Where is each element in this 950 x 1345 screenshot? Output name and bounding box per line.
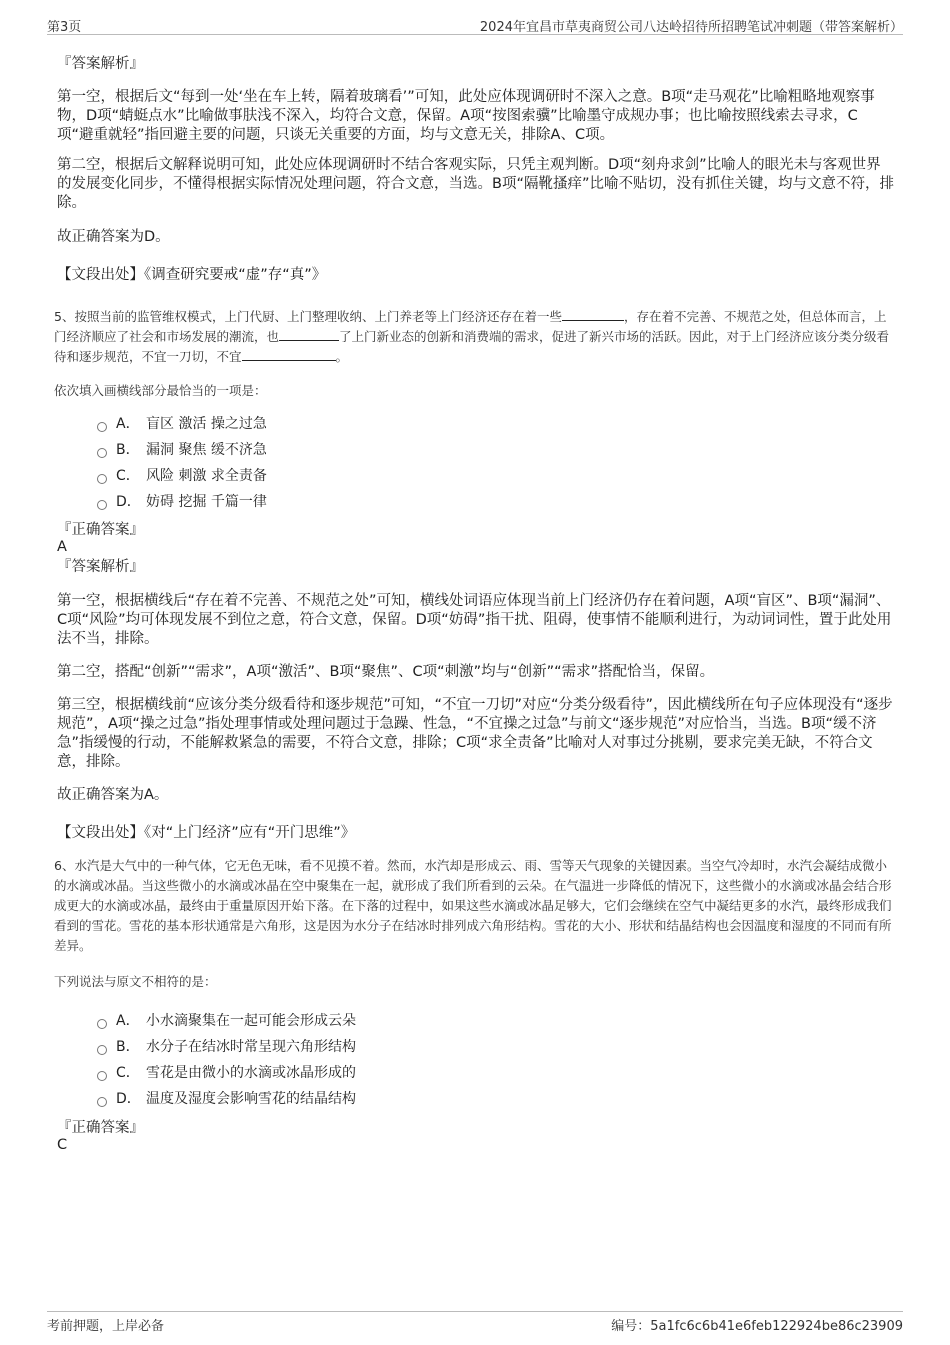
document-title: 2024年宜昌市草夷商贸公司八达岭招待所招聘笔试冲刺题（带答案解析） (479, 20, 903, 35)
fill-blank (242, 348, 336, 361)
correct-answer-label: 『正确答案』 (57, 522, 144, 538)
correct-answer: A (57, 539, 67, 555)
option-b[interactable]: B． 水分子在结冰时常呈现六角形结构 (97, 1034, 894, 1060)
question-6-stem: 6、水汽是大气中的一种气体，它无色无味，看不见摸不着。然而，水汽却是形成云、雨、雪等天气现象的关键因素。当空气冷却时，水汽会凝结成微小的水滴或冰晶。当这些微小的水滴或冰晶在空中聚集在一起，就形成了我们所看到的云朵。在气温进一步降低的情况下，这些微小的水滴或冰晶会结合形成更大的水滴或冰晶，最终由于重量原因开始下落。在下落的过程中，如果这些水滴或冰晶足够大，它们会继续在空气中凝结更多的水汽，最终形成我们看到的雪花。雪花的基本形状通常是六角形，这是因为水分子在结冰时排列成六角形结构。雪花的大小、形状和结晶结构也会因温度和湿度的不同而有所差异。 (54, 858, 892, 953)
option-d[interactable]: D． 妨碍 挖掘 千篇一律 (97, 489, 894, 515)
radio-icon[interactable] (97, 1045, 107, 1055)
radio-icon[interactable] (97, 500, 107, 510)
question-5-prompt: 依次填入画横线部分最恰当的一项是： (54, 383, 267, 398)
analysis-paragraph: 第二空，根据后文解释说明可知，此处应体现调研时不结合客观实际，只凭主观判断。D项“刻舟求剑”比喻人的眼光未与客观世界的发展变化同步，不懂得根据实际情况处理问题，符合文意，当选。B项“隔靴搔痒”比喻不贴切，没有抓住关键，均与文意不符，排除。 (57, 157, 894, 211)
correct-answer-label: 『正确答案』 (57, 1120, 144, 1136)
passage-source: 【文段出处】《对“上门经济”应有“开门思维”》 (57, 825, 356, 841)
option-a[interactable]: A． 盲区 激活 操之过急 (97, 411, 894, 437)
question-5-stem: 5、按照当前的监管维权模式，上门代厨、上门整理收纳、上门养老等上门经济还存在着一些 ，存在着不完善、不规范之处，但总体而言，上门经济顺应了社会和市场发展的潮流，也 了上门新业态的创新和消费端的需求，促进了新兴市场的活跃。因此，对于上门经济应该分类分级看待和逐步规范，不宜一刀切，不宜 。 (54, 309, 890, 364)
radio-icon[interactable] (97, 1019, 107, 1029)
page-number: 第3页 (47, 20, 82, 35)
correct-answer: C (57, 1137, 68, 1153)
document-id: 编号：5a1fc6c6b41e6feb122924be86c23909 (611, 1319, 903, 1334)
page-content (54, 44, 894, 1153)
radio-icon[interactable] (97, 474, 107, 484)
fill-blank (279, 328, 339, 341)
option-b[interactable]: B． 漏洞 聚焦 缓不济急 (97, 437, 894, 463)
analysis-paragraph: 第一空，根据横线后“存在着不完善、不规范之处”可知，横线处词语应体现当前上门经济仍存在着问题，A项“盲区”、B项“漏洞”、C项“风险”均可体现发展不到位之意，符合文意，保留。D项“妨碍”指干扰、阻碍，使事情不能顺利进行，为动词词性，置于此处用法不当，排除。 (57, 593, 892, 647)
analysis-paragraph: 第二空，搭配“创新”“需求”，A项“激活”、B项“聚焦”、C项“刺激”均与“创新”“需求”搭配恰当，保留。 (57, 664, 715, 680)
radio-icon[interactable] (97, 1071, 107, 1081)
option-d[interactable]: D． 温度及湿度会影响雪花的结晶结构 (97, 1086, 894, 1112)
option-a[interactable]: A． 小水滴聚集在一起可能会形成云朵 (97, 1008, 894, 1034)
conclusion: 故正确答案为D。 (57, 229, 170, 245)
radio-icon[interactable] (97, 422, 107, 432)
radio-icon[interactable] (97, 448, 107, 458)
answer-analysis-label: 『答案解析』 (57, 559, 144, 575)
question-6-options (97, 1008, 894, 1112)
answer-analysis-label: 『答案解析』 (57, 56, 144, 72)
page-header (47, 14, 903, 35)
analysis-paragraph: 第一空，根据后文“每到一处‘坐在车上转，隔着玻璃看’”可知，此处应体现调研时不深入之意。B项“走马观花”比喻粗略地观察事物，D项“蜻蜓点水”比喻做事肤浅不深入，均符合文意，保留。A项“按图索骥”比喻墨守成规办事；也比喻按照线索去寻求，C项“避重就轻”指回避主要的问题，只谈无关重要的方面，均与文意无关，排除A、C项。 (57, 89, 875, 143)
conclusion: 故正确答案为A。 (57, 787, 169, 803)
option-c[interactable]: C． 风险 刺激 求全责备 (97, 463, 894, 489)
question-5-options (97, 411, 894, 515)
analysis-paragraph: 第三空，根据横线前“应该分类分级看待和逐步规范”可知，“不宜一刀切”对应“分类分级看待”，因此横线所在句子应体现没有“逐步规范”，A项“操之过急”指处理事情或处理问题过于急躁、性急，“不宜操之过急”与前文“逐步规范”对应恰当，当选。B项“缓不济急”指缓慢的行动，不能解救紧急的需要，不符合文意，排除；C项“求全责备”比喻对人对事过分挑剔，要求完美无缺，不符合文意，排除。 (57, 697, 893, 770)
passage-source: 【文段出处】《调查研究要戒“虚”存“真”》 (57, 267, 327, 283)
page-footer (47, 1311, 903, 1334)
question-6-prompt: 下列说法与原文不相符的是： (54, 974, 217, 989)
footer-slogan: 考前押题，上岸必备 (47, 1319, 165, 1334)
option-c[interactable]: C． 雪花是由微小的水滴或冰晶形成的 (97, 1060, 894, 1086)
radio-icon[interactable] (97, 1097, 107, 1107)
fill-blank (562, 308, 624, 321)
